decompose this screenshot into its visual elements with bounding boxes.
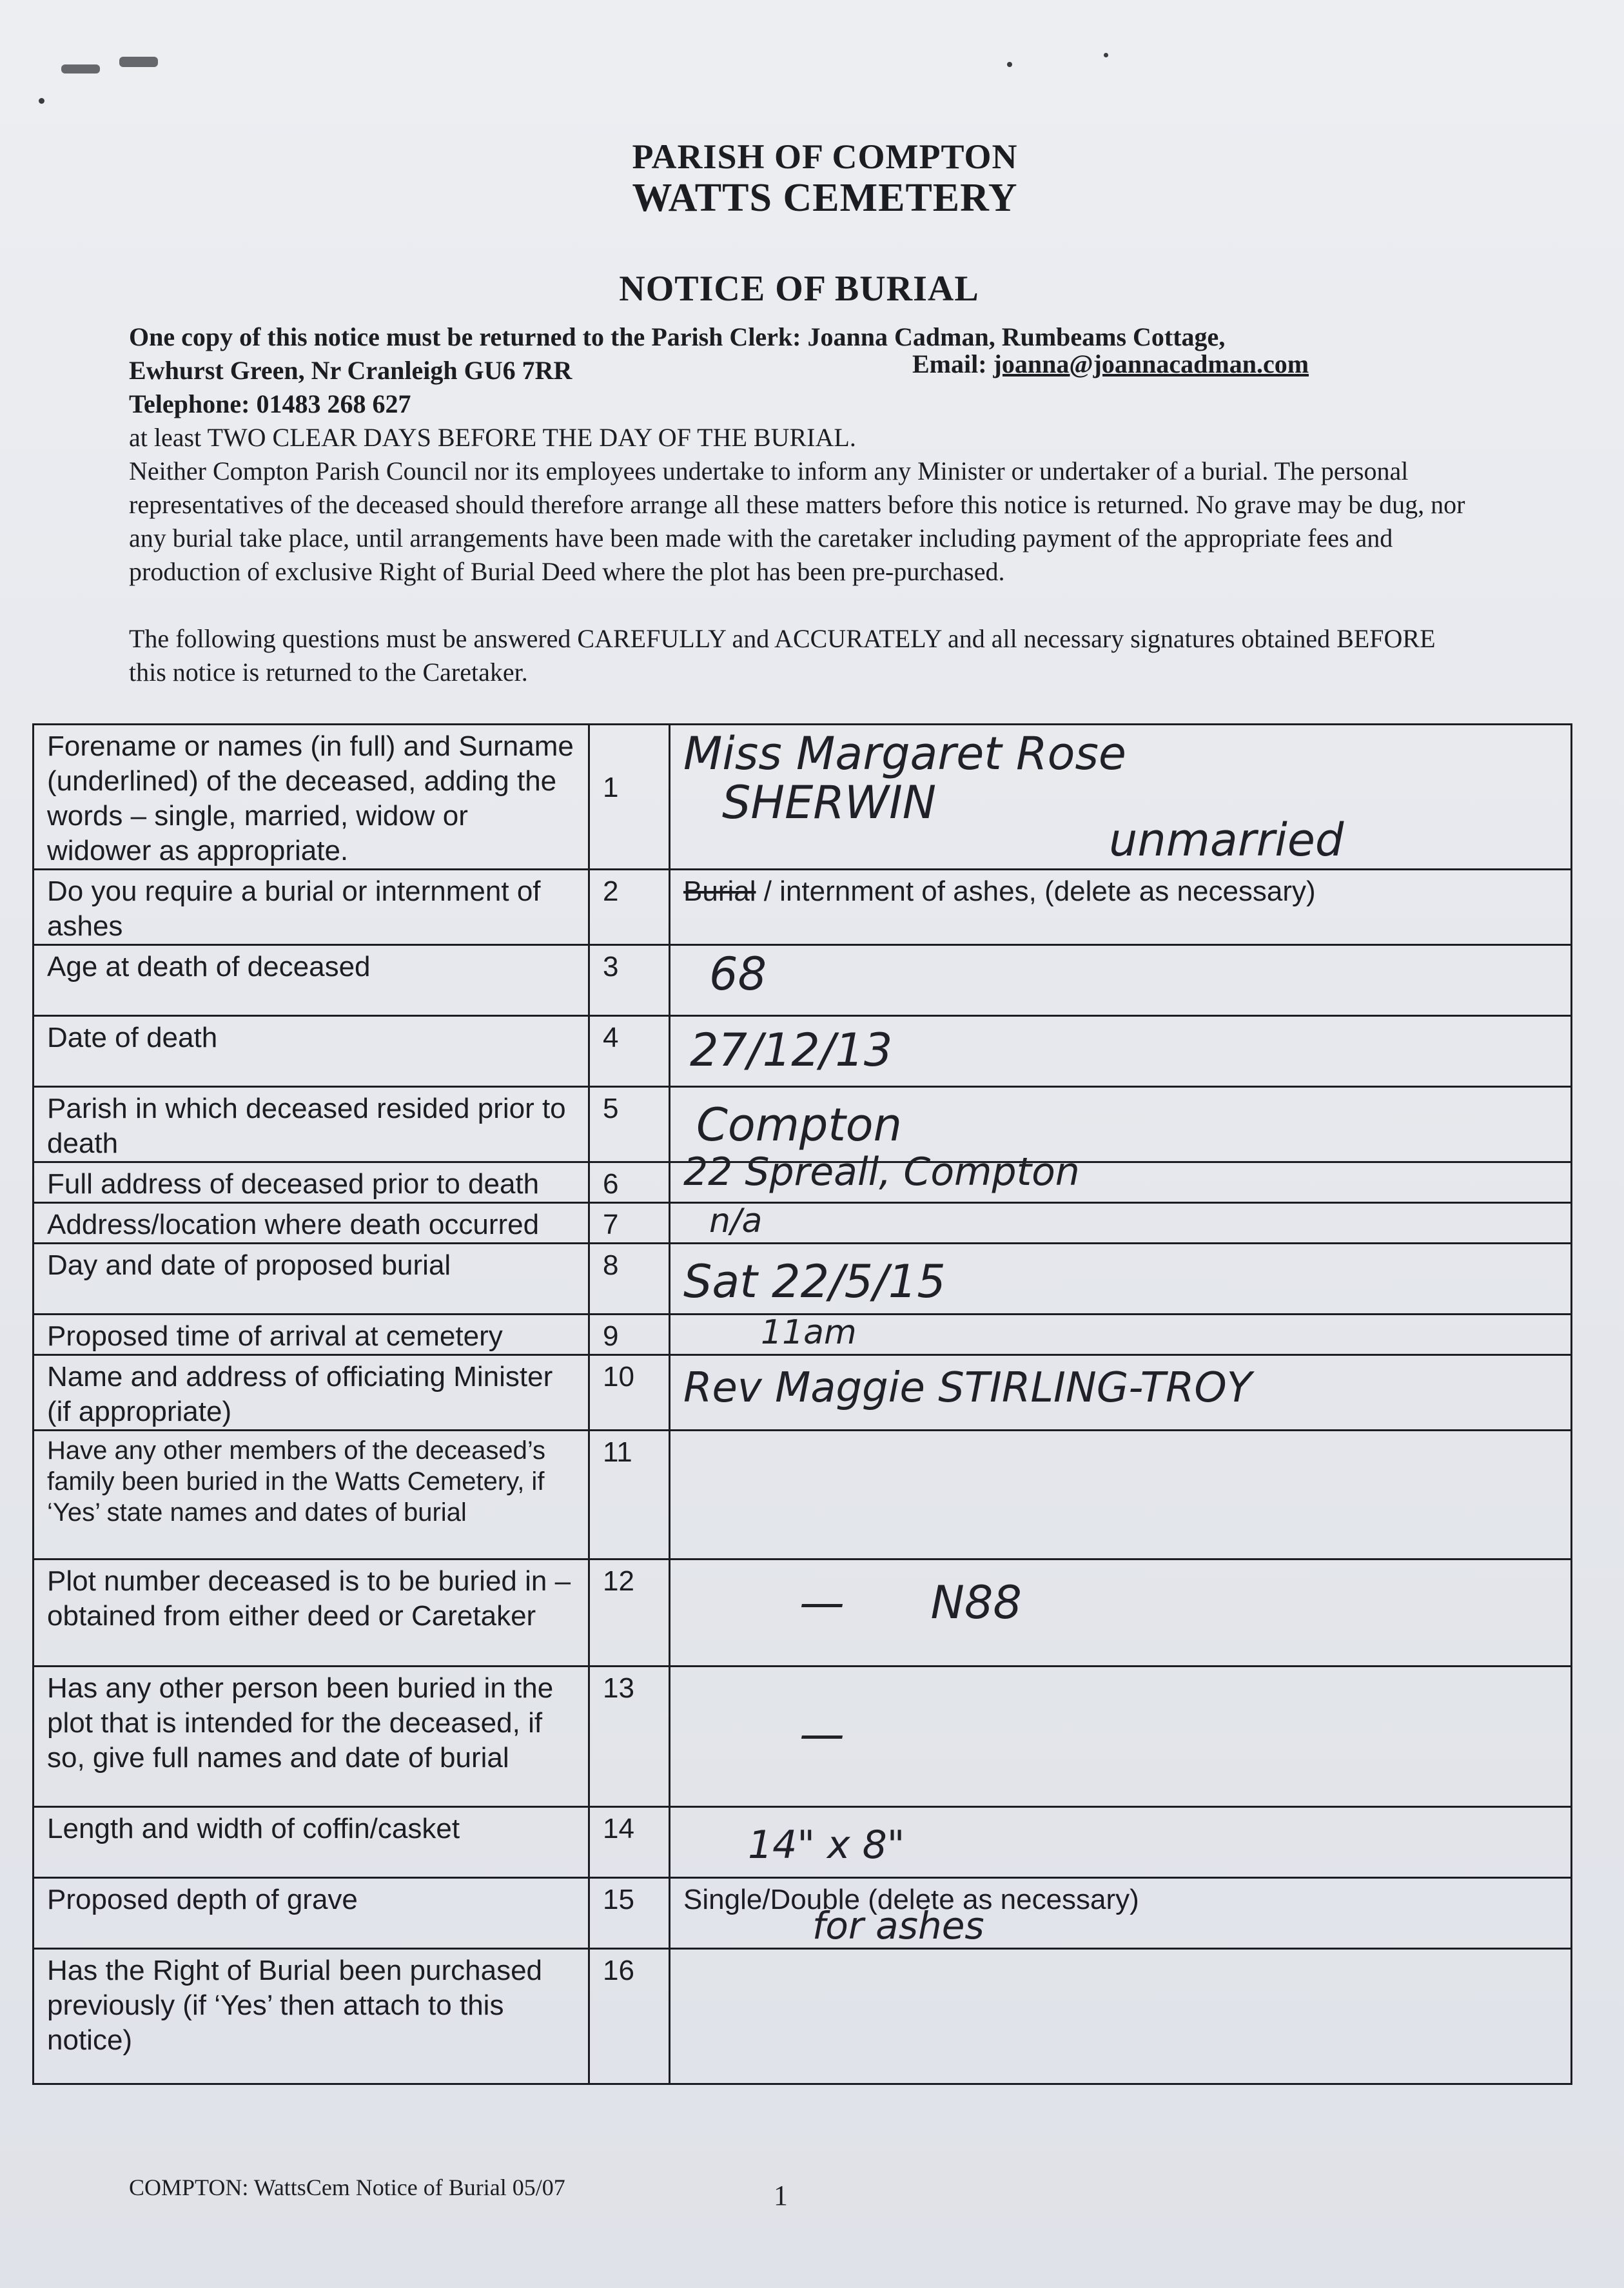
question-cell: Full address of deceased prior to death (34, 1162, 589, 1203)
answer-grave-depth: for ashes (812, 1904, 984, 1948)
form-row-8 (34, 1244, 1572, 1315)
struck-option: Burial (683, 875, 756, 907)
question-number: 6 (589, 1162, 670, 1203)
parish-heading: PARISH OF COMPTON (632, 137, 1018, 176)
form-row-3 (34, 945, 1572, 1016)
answer-burial-date: Sat 22/5/15 (683, 1255, 946, 1308)
form-row-15 (34, 1878, 1572, 1949)
conditions-paragraph: Neither Compton Parish Council nor its employees undertake to inform any Minister or undertaker of a burial. The personal representatives of the deceased should therefore arrange all these matters before this notice is returned. No grave may be dug, nor any burial take place, until arrangements have been made with the caretaker including payment of the appropriate fees and production of exclusive Right of Burial Deed where the plot has been pre-purchased. (129, 456, 1465, 586)
form-row-2 (34, 870, 1572, 945)
form-row-13 (34, 1667, 1572, 1807)
answer-address: 22 Spreall, Compton (683, 1149, 1080, 1195)
answer-cell[interactable] (670, 1431, 1572, 1560)
form-row-9 (34, 1315, 1572, 1355)
form-reference: COMPTON: WattsCem Notice of Burial 05/07 (129, 2175, 565, 2200)
answer-text: / internment of ashes, (delete as necessary) (756, 875, 1316, 907)
question-number: 4 (589, 1016, 670, 1087)
paper-mark (119, 57, 158, 67)
question-cell: Has any other person been buried in the plot that is intended for the deceased, if so, give full names and date of burial (34, 1667, 589, 1807)
answer-date-of-death: 27/12/13 (690, 1024, 893, 1077)
paper-mark (39, 98, 44, 104)
question-number: 5 (589, 1087, 670, 1162)
telephone-label: Telephone: (129, 389, 250, 418)
question-number: 2 (589, 870, 670, 945)
question-cell: Has the Right of Burial been purchased previously (if ‘Yes’ then attach to this notice) (34, 1949, 589, 2084)
answer-arrival-time: 11am (761, 1313, 857, 1352)
answer-cell[interactable] (670, 1667, 1572, 1807)
answer-surname: SHERWIN (722, 776, 937, 829)
question-cell: Do you require a burial or internment of ashes (34, 870, 589, 945)
burial-form-table (32, 723, 1572, 2085)
telephone-number: 01483 268 627 (256, 389, 411, 418)
form-row-4 (34, 1016, 1572, 1087)
return-instruction: One copy of this notice must be returned to the Parish Clerk: (129, 322, 801, 351)
question-cell: Length and width of coffin/casket (34, 1807, 589, 1878)
answer-age: 68 (709, 948, 767, 1001)
deadline-text: at least TWO CLEAR DAYS BEFORE THE DAY OF THE BURIAL. (129, 423, 856, 452)
paper-mark (61, 64, 100, 73)
question-cell: Forename or names (in full) and Surname (underlined) of the deceased, adding the words – single, married, widow or widower as appropriate. (34, 725, 589, 870)
question-cell: Plot number deceased is to be buried in – obtained from either deed or Caretaker (34, 1560, 589, 1667)
question-number: 3 (589, 945, 670, 1016)
answer-cell[interactable] (670, 1149, 1572, 1203)
clerk-name: Joanna Cadman, Rumbeams Cottage, (807, 322, 1226, 351)
question-number: 11 (589, 1431, 670, 1560)
email-line (912, 347, 1309, 381)
answer-cell[interactable] (670, 1878, 1572, 1949)
form-row-6 (34, 1162, 1572, 1203)
answer-cell[interactable] (670, 1244, 1572, 1315)
answer-minister: Rev Maggie STIRLING-TROY (683, 1364, 1252, 1412)
question-number: 13 (589, 1667, 670, 1807)
answer-previous-burials: — (799, 1708, 845, 1761)
question-cell: Address/location where death occurred (34, 1203, 589, 1244)
form-row-12 (34, 1560, 1572, 1667)
question-number: 1 (589, 725, 670, 870)
question-cell: Age at death of deceased (34, 945, 589, 1016)
answer-cell[interactable] (670, 1560, 1572, 1667)
email-link[interactable]: joanna@joannacadman.com (993, 349, 1309, 378)
email-label: Email: (912, 349, 987, 378)
answer-death-location: n/a (709, 1202, 763, 1240)
instructions-paragraph: The following questions must be answered CAREFULLY and ACCURATELY and all necessary signatures obtained BEFORE this notice is returned to the Caretaker. (129, 624, 1436, 687)
answer-cell[interactable] (670, 945, 1572, 1016)
question-number: 8 (589, 1244, 670, 1315)
page-number: 1 (774, 2180, 788, 2211)
answer-casket-size: 14" x 8" (748, 1823, 905, 1868)
answer-cell[interactable] (670, 725, 1572, 870)
answer-cell[interactable] (670, 1807, 1572, 1878)
question-number: 9 (589, 1315, 670, 1355)
answer-cell[interactable] (670, 1949, 1572, 2084)
answer-cell[interactable] (670, 1016, 1572, 1087)
cemetery-heading: WATTS CEMETERY (632, 176, 1018, 220)
answer-status: unmarried (1109, 814, 1344, 866)
question-number: 12 (589, 1560, 670, 1667)
question-cell: Have any other members of the deceased’s family been buried in the Watts Cemetery, if ‘Yes’ state names and dates of burial (34, 1431, 589, 1560)
form-row-16 (34, 1949, 1572, 2084)
question-cell: Name and address of officiating Minister (if appropriate) (34, 1355, 589, 1431)
question-number: 14 (589, 1807, 670, 1878)
answer-parish: Compton (696, 1099, 902, 1151)
paper-mark (1104, 53, 1108, 57)
question-cell: Proposed depth of grave (34, 1878, 589, 1949)
form-row-14 (34, 1807, 1572, 1878)
form-row-10 (34, 1355, 1572, 1431)
notice-title: NOTICE OF BURIAL (619, 269, 979, 309)
telephone-line (129, 387, 411, 421)
answer-cell[interactable] (670, 1355, 1572, 1431)
question-number: 16 (589, 1949, 670, 2084)
answer-cell[interactable] (670, 1203, 1572, 1244)
form-row-11 (34, 1431, 1572, 1560)
clerk-address: Ewhurst Green, Nr Cranleigh GU6 7RR (129, 356, 572, 385)
form-row-7 (34, 1203, 1572, 1244)
question-cell: Proposed time of arrival at cemetery (34, 1315, 589, 1355)
question-number: 7 (589, 1203, 670, 1244)
answer-plot-number: — N88 (799, 1576, 1022, 1629)
question-number: 10 (589, 1355, 670, 1431)
paper-mark (1007, 62, 1012, 67)
answer-cell[interactable] (670, 870, 1572, 945)
form-row-1 (34, 725, 1572, 870)
question-cell: Parish in which deceased resided prior to death (34, 1087, 589, 1162)
question-cell: Date of death (34, 1016, 589, 1087)
answer-cell[interactable] (670, 1315, 1572, 1355)
answer-printed-options: Single/Double (delete as necessary) (683, 1884, 1139, 1915)
answer-name: Miss Margaret Rose (683, 727, 1126, 780)
question-number: 15 (589, 1878, 670, 1949)
question-cell: Day and date of proposed burial (34, 1244, 589, 1315)
